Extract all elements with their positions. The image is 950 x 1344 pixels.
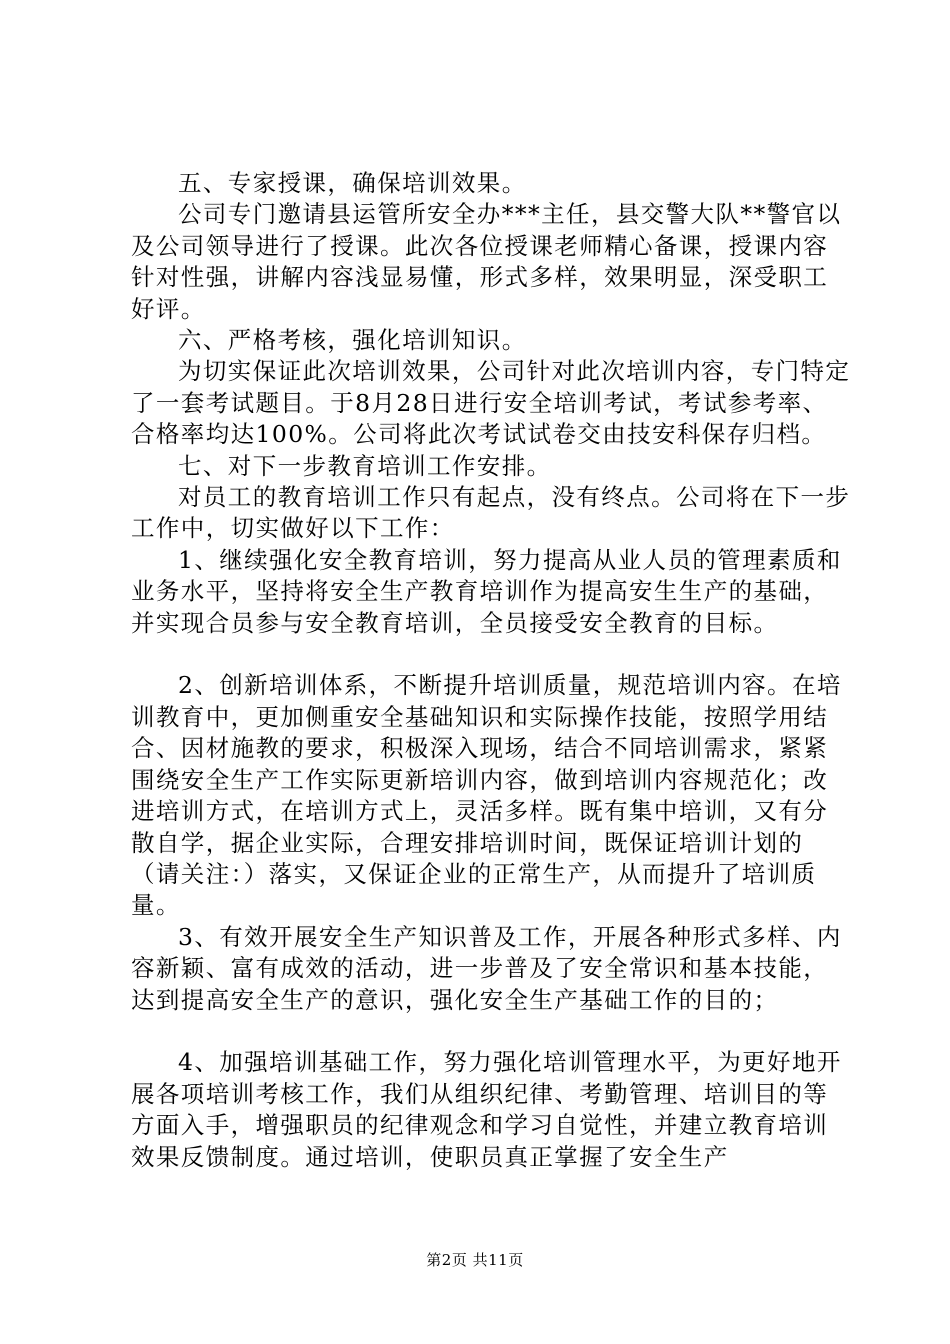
list-item-3: 3、有效开展安全生产知识普及工作，开展各种形式多样、内容新颖、富有成效的活动，进一步普及了安全常识和基本技能，达到提高安全生产的意识，强化安全生产基础工作的目的； (131, 922, 842, 1014)
paragraph-lectures: 公司专门邀请县运管所安全办***主任，县交警大队**警官以及公司领导进行了授课。此次各位授课老师精心备课，授课内容针对性强，讲解内容浅显易懂，形式多样，效果明显，深受职工好评。 (131, 200, 842, 323)
list-item-4: 4、加强培训基础工作，努力强化培训管理水平，为更好地开展各项培训考核工作，我们从组织纪律、考勤管理、培训目的等方面入手，增强职员的纪律观念和学习自觉性，并建立教育培训效果反馈制度。通过培训，使职员真正掌握了安全生产 (131, 1048, 842, 1171)
heading-expert-lectures: 五、专家授课，确保培训效果。 (178, 169, 527, 197)
heading-strict-assessment: 六、严格考核，强化培训知识。 (178, 326, 527, 355)
list-item-1: 1、继续强化安全教育培训，努力提高从业人员的管理素质和业务水平，坚持将安全生产教育培训作为提高安生生产的基础，并实现合员参与安全教育培训，全员接受安全教育的目标。 (131, 545, 842, 637)
paragraph-assessment: 为切实保证此次培训效果，公司针对此次培训内容，专门特定了一套考试题目。于8月28日进行安全培训考试，考试参考率、合格率均达100%。公司将此次考试试卷交由技安科保存归档。 (131, 357, 851, 449)
document-body (131, 168, 851, 1173)
list-item-2: 2、创新培训体系，不断提升培训质量，规范培训内容。在培训教育中，更加侧重安全基础知识和实际操作技能，按照学用结合、因材施教的要求，积极深入现场，结合不同培训需求，紧紧围绕安全生产工作实际更新培训内容，做到培训内容规范化；改进培训方式，在培训方式上，灵活多样。既有集中培训，又有分散自学，据企业实际，合理安排培训时间，既保证培训计划的（请关注：）落实，又保证企业的正常生产，从而提升了培训质量。 (131, 671, 842, 920)
paragraph-next-steps-intro: 对员工的教育培训工作只有起点，没有终点。公司将在下一步工作中，切实做好以下工作： (131, 483, 851, 543)
heading-next-steps: 七、对下一步教育培训工作安排。 (178, 451, 552, 480)
page-number-footer: 第2页 共11页 (426, 1251, 524, 1269)
